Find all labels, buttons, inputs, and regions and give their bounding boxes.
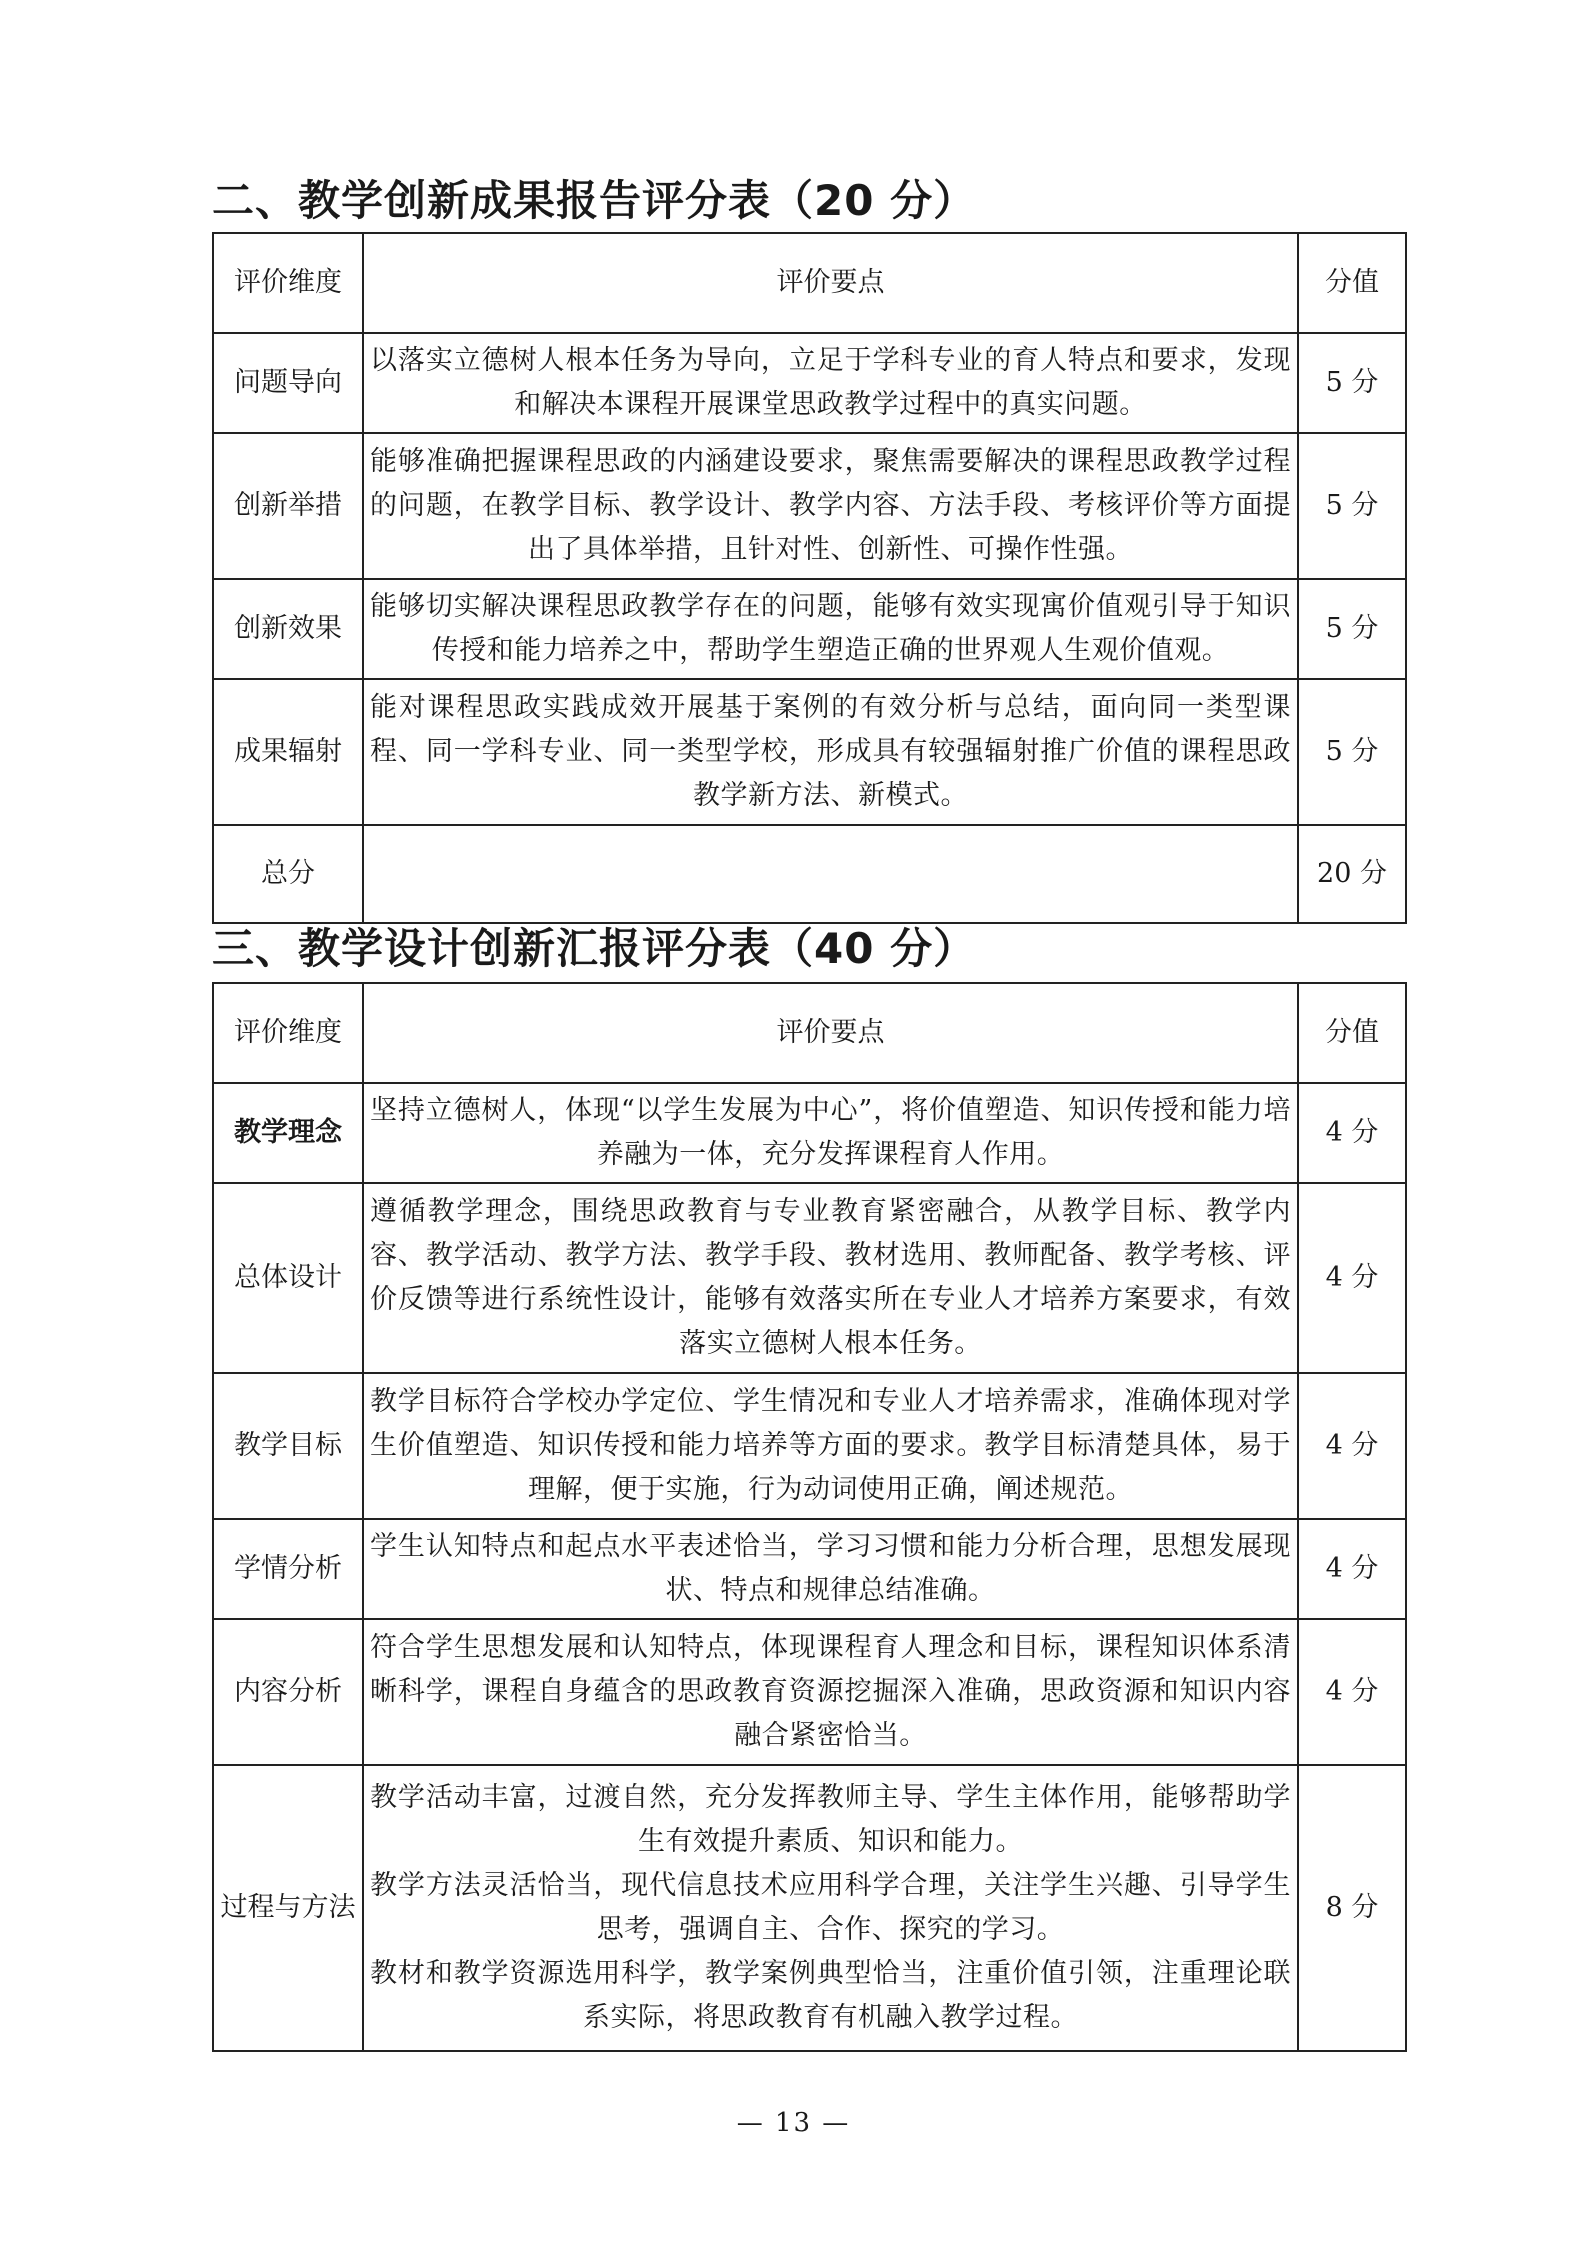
- process-paragraph: 教材和教学资源选用科学，教学案例典型恰当，注重价值引领，注重理论联系实际，将思政教育有机融入教学过程。: [370, 1958, 1291, 2033]
- table-row: [213, 579, 1406, 679]
- row-points: 学生认知特点和起点水平表述恰当，学习习惯和能力分析合理，思想发展现状、特点和规律总结准确。: [363, 1519, 1298, 1619]
- row-dimension: 创新效果: [213, 579, 363, 679]
- total-empty-cell: [363, 825, 1298, 923]
- row-score: 5 分: [1298, 333, 1406, 433]
- row-dimension: 过程与方法: [213, 1765, 363, 2051]
- row-points: 坚持立德树人，体现“以学生发展为中心”，将价值塑造、知识传授和能力培养融为一体，充分发挥课程育人作用。: [363, 1083, 1298, 1183]
- row-score: 5 分: [1298, 579, 1406, 679]
- row-score: 4 分: [1298, 1083, 1406, 1183]
- process-paragraph: 教学活动丰富，过渡自然，充分发挥教师主导、学生主体作用，能够帮助学生有效提升素质、知识和能力。: [370, 1782, 1291, 1857]
- total-score: 20 分: [1298, 825, 1406, 923]
- table-row: [213, 433, 1406, 579]
- total-label: 总分: [213, 825, 363, 923]
- header-score: 分值: [1298, 233, 1406, 333]
- section-title-innovation-report: 二、教学创新成果报告评分表（20 分）: [212, 176, 977, 225]
- row-score: 5 分: [1298, 433, 1406, 579]
- table-header-row: [213, 983, 1406, 1083]
- table-row: [213, 1183, 1406, 1373]
- row-score: 4 分: [1298, 1183, 1406, 1373]
- row-points: [363, 1765, 1298, 2051]
- table-row: [213, 1519, 1406, 1619]
- row-dimension: 内容分析: [213, 1619, 363, 1765]
- row-dimension: 学情分析: [213, 1519, 363, 1619]
- row-points: 能够准确把握课程思政的内涵建设要求，聚焦需要解决的课程思政教学过程的问题，在教学目标、教学设计、教学内容、方法手段、考核评价等方面提出了具体举措，且针对性、创新性、可操作性强。: [363, 433, 1298, 579]
- header-score: 分值: [1298, 983, 1406, 1083]
- row-points: 遵循教学理念，围绕思政教育与专业教育紧密融合，从教学目标、教学内容、教学活动、教学方法、教学手段、教材选用、教师配备、教学考核、评价反馈等进行系统性设计，能够有效落实所在专业人才培养方案要求，有效落实立德树人根本任务。: [363, 1183, 1298, 1373]
- row-points: 教学目标符合学校办学定位、学生情况和专业人才培养需求，准确体现对学生价值塑造、知识传授和能力培养等方面的要求。教学目标清楚具体，易于理解，便于实施，行为动词使用正确，阐述规范。: [363, 1373, 1298, 1519]
- row-dimension: 成果辐射: [213, 679, 363, 825]
- table-row: [213, 333, 1406, 433]
- page-number: — 13 —: [736, 2108, 851, 2138]
- row-dimension: 问题导向: [213, 333, 363, 433]
- row-dimension: 教学目标: [213, 1373, 363, 1519]
- header-points: 评价要点: [363, 983, 1298, 1083]
- section-title-design-report: 三、教学设计创新汇报评分表（40 分）: [212, 924, 977, 973]
- row-dimension: 总体设计: [213, 1183, 363, 1373]
- row-points: 符合学生思想发展和认知特点，体现课程育人理念和目标，课程知识体系清晰科学，课程自身蕴含的思政教育资源挖掘深入准确，思政资源和知识内容融合紧密恰当。: [363, 1619, 1298, 1765]
- row-score: 4 分: [1298, 1519, 1406, 1619]
- row-points: 以落实立德树人根本任务为导向，立足于学科专业的育人特点和要求，发现和解决本课程开展课堂思政教学过程中的真实问题。: [363, 333, 1298, 433]
- table-header-row: [213, 233, 1406, 333]
- row-dimension: 创新举措: [213, 433, 363, 579]
- row-points: 能够切实解决课程思政教学存在的问题，能够有效实现寓价值观引导于知识传授和能力培养之中，帮助学生塑造正确的世界观人生观价值观。: [363, 579, 1298, 679]
- table-row: [213, 1619, 1406, 1765]
- row-dimension: 教学理念: [213, 1083, 363, 1183]
- header-points: 评价要点: [363, 233, 1298, 333]
- table-row: [213, 679, 1406, 825]
- row-score: 4 分: [1298, 1619, 1406, 1765]
- header-dimension: 评价维度: [213, 233, 363, 333]
- header-dimension: 评价维度: [213, 983, 363, 1083]
- row-score: 5 分: [1298, 679, 1406, 825]
- total-row: [213, 825, 1406, 923]
- table-row: [213, 1083, 1406, 1183]
- design-report-score-table: [212, 982, 1407, 2052]
- row-score: 4 分: [1298, 1373, 1406, 1519]
- process-method-row: [213, 1765, 1406, 2051]
- row-points: 能对课程思政实践成效开展基于案例的有效分析与总结，面向同一类型课程、同一学科专业、同一类型学校，形成具有较强辐射推广价值的课程思政教学新方法、新模式。: [363, 679, 1298, 825]
- row-score: 8 分: [1298, 1765, 1406, 2051]
- table-row: [213, 1373, 1406, 1519]
- process-paragraph: 教学方法灵活恰当，现代信息技术应用科学合理，关注学生兴趣、引导学生思考，强调自主、合作、探究的学习。: [370, 1870, 1291, 1945]
- innovation-report-score-table: [212, 232, 1407, 924]
